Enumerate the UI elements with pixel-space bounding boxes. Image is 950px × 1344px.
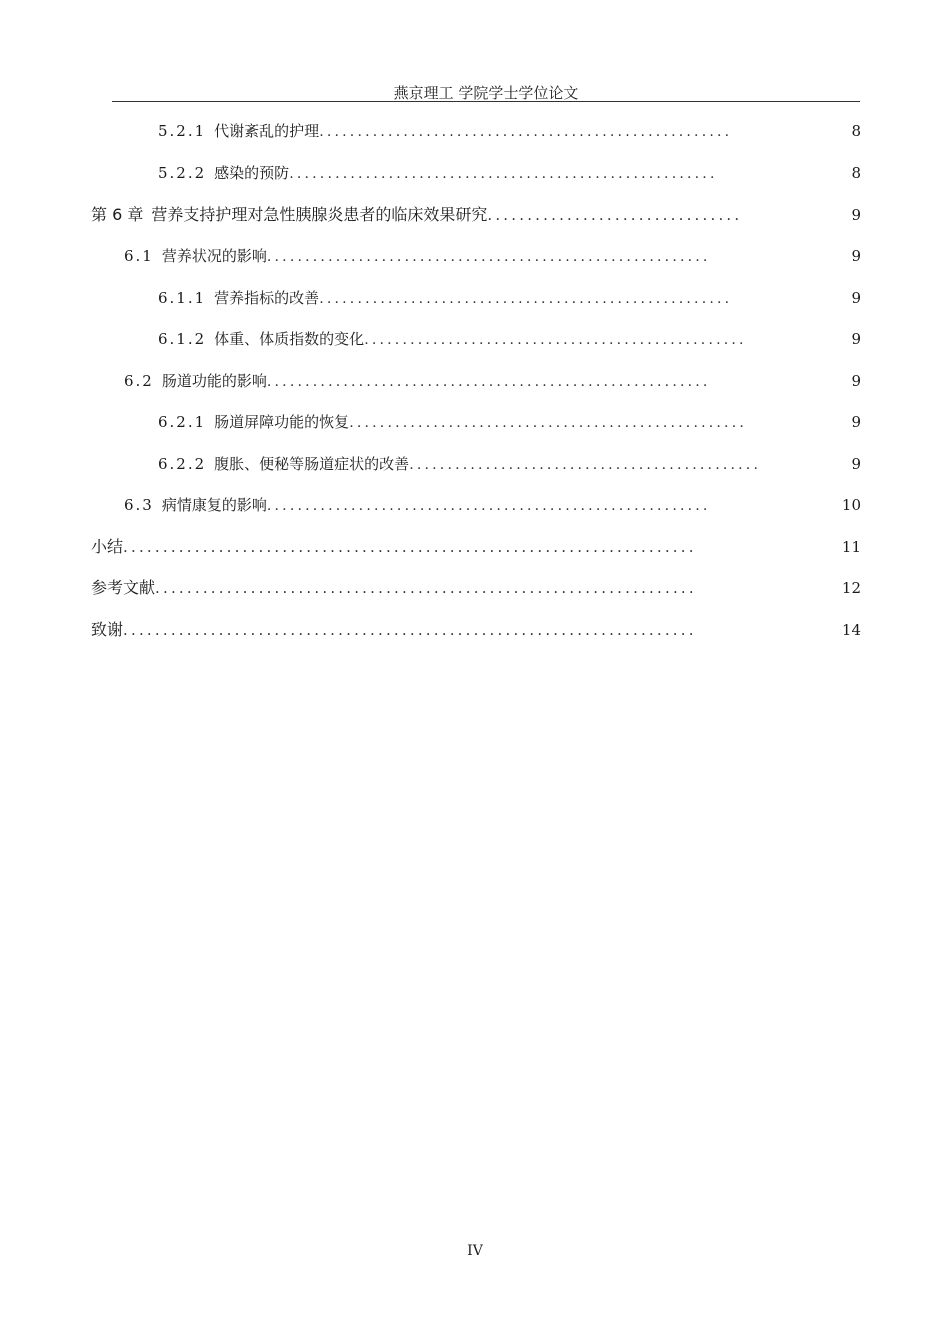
toc-number: 6.3 <box>124 496 154 514</box>
toc-leader: ........................................................................ <box>123 621 697 639</box>
toc-entry-chapter-6[interactable] <box>91 201 861 229</box>
toc-entry-6-1[interactable] <box>124 242 861 270</box>
toc-number: 5.2.2 <box>158 164 207 182</box>
toc-title: 参考文献 <box>91 578 156 597</box>
toc-title: 致谢 <box>91 620 124 639</box>
toc-leader: ................................ <box>487 206 743 224</box>
toc-entry-6-3[interactable] <box>124 491 861 519</box>
toc-title: 营养状况的影响 <box>161 247 267 265</box>
toc-number: 第 6 章 <box>91 205 144 224</box>
header-rule <box>112 101 860 102</box>
toc-entry-summary[interactable] <box>91 533 861 561</box>
toc-number: 6.2.2 <box>158 455 207 473</box>
toc-leader: .......................................................... <box>266 249 711 265</box>
toc-page-number: 10 <box>841 496 861 514</box>
toc-number: 6.1.1 <box>158 289 207 307</box>
toc-title: 肠道功能的影响 <box>161 372 267 390</box>
toc-leader: .............................................. <box>409 457 762 473</box>
toc-leader: ........................................................................ <box>123 538 697 556</box>
toc-page-number: 9 <box>851 413 861 431</box>
toc-number: 6.1 <box>124 247 154 265</box>
toc-page-number: 9 <box>851 372 861 390</box>
toc-entry-references[interactable] <box>91 574 861 602</box>
toc-page-number: 9 <box>851 206 861 224</box>
toc-entry-6-1-2[interactable] <box>158 325 861 353</box>
toc-page-number: 8 <box>851 164 861 182</box>
toc-entry-6-1-1[interactable] <box>158 284 861 312</box>
toc-leader: .................................................. <box>364 332 747 348</box>
toc-number: 5.2.1 <box>158 122 207 140</box>
toc-entry-5-2-1[interactable] <box>158 117 861 145</box>
page-number: IV <box>467 1243 483 1259</box>
toc-page-number: 9 <box>851 330 861 348</box>
toc-page-number: 12 <box>841 579 861 597</box>
toc-title: 代谢紊乱的护理 <box>214 122 320 140</box>
toc-title: 腹胀、便秘等肠道症状的改善 <box>214 455 410 473</box>
toc-number: 6.2 <box>124 372 154 390</box>
toc-leader: ...................................................... <box>319 124 733 140</box>
toc-leader: .......................................................... <box>266 374 711 390</box>
toc-page-number: 11 <box>841 538 861 556</box>
toc-entry-6-2-2[interactable] <box>158 450 861 478</box>
toc-leader: ...................................................... <box>319 291 733 307</box>
toc-number: 6.1.2 <box>158 330 207 348</box>
toc-page-number: 9 <box>851 289 861 307</box>
toc-page-number: 14 <box>841 621 861 639</box>
toc-title: 营养支持护理对急性胰腺炎患者的临床效果研究 <box>151 205 488 224</box>
toc-title: 肠道屏障功能的恢复 <box>214 413 350 431</box>
running-header: 燕京理工 学院学士学位论文 <box>393 84 579 102</box>
toc-leader: .................................................................... <box>155 579 697 597</box>
toc-entry-6-2[interactable] <box>124 367 861 395</box>
toc-page-number: 8 <box>851 122 861 140</box>
toc-page-number: 9 <box>851 455 861 473</box>
toc-leader: .................................................... <box>349 415 747 431</box>
toc-title: 营养指标的改善 <box>214 289 320 307</box>
toc-leader: .......................................................... <box>266 498 711 514</box>
toc-entry-6-2-1[interactable] <box>158 408 861 436</box>
toc-title: 小结 <box>91 537 124 556</box>
toc-entry-5-2-2[interactable] <box>158 159 861 187</box>
toc-title: 体重、体质指数的变化 <box>214 330 365 348</box>
toc-title: 感染的预防 <box>214 164 290 182</box>
toc-leader: ........................................................ <box>289 166 718 182</box>
toc-entry-acknowledgements[interactable] <box>91 616 861 644</box>
toc-title: 病情康复的影响 <box>161 496 267 514</box>
toc-number: 6.2.1 <box>158 413 207 431</box>
toc-page-number: 9 <box>851 247 861 265</box>
